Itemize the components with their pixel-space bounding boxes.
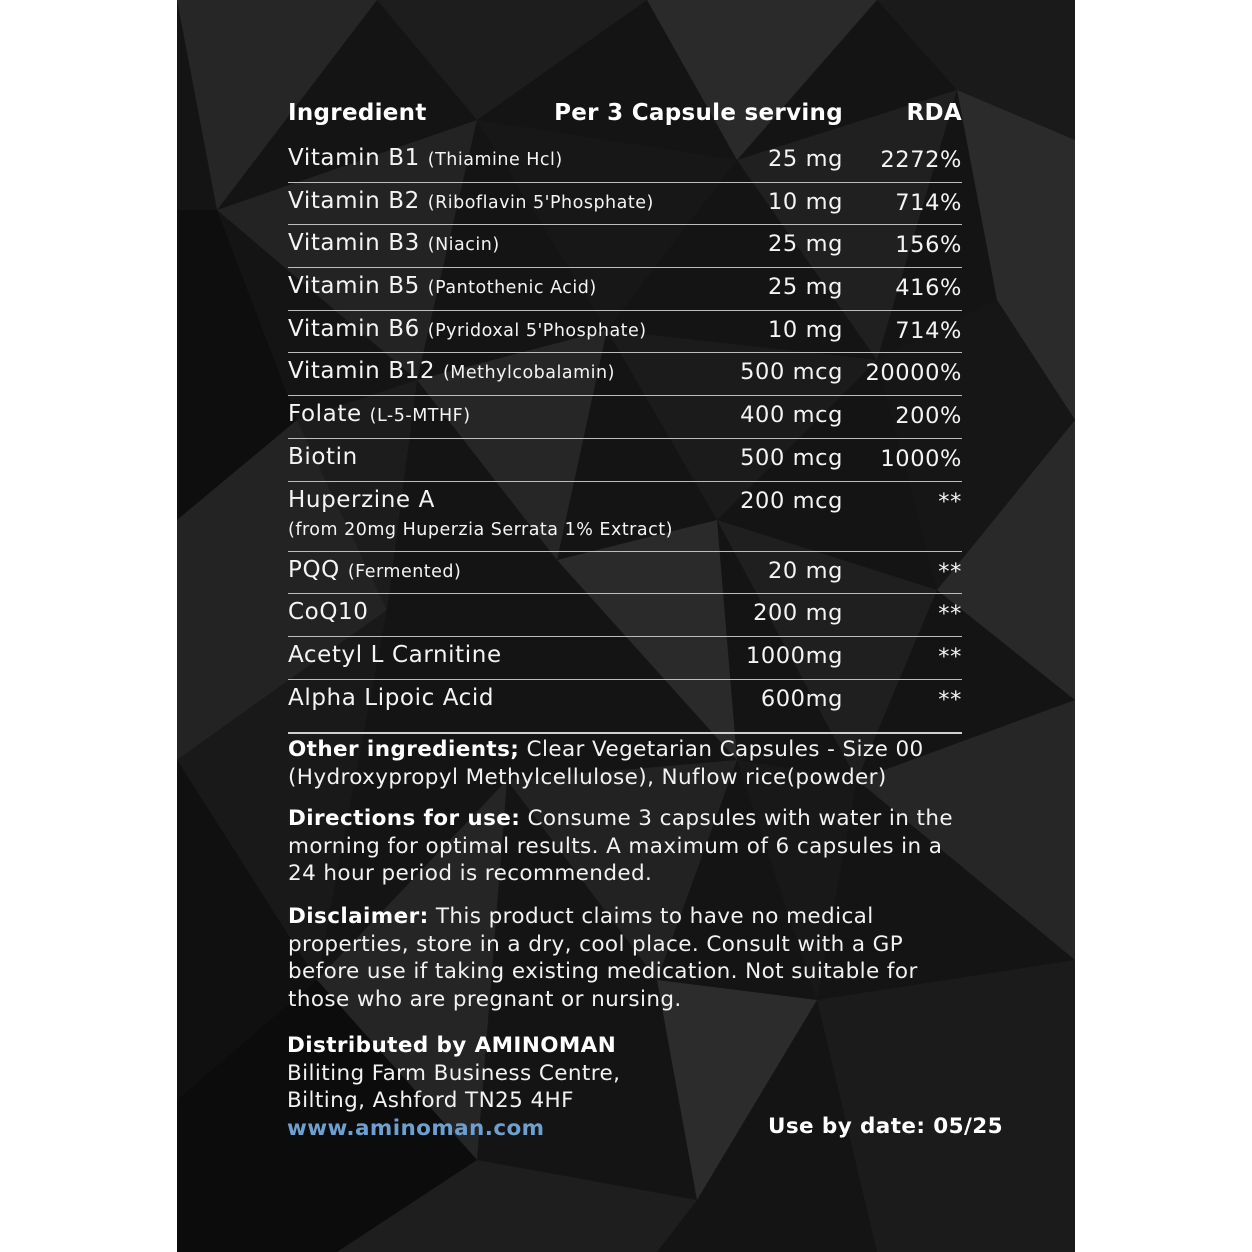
ingredient-cell	[288, 599, 369, 625]
rda-cell: **	[938, 686, 962, 713]
header-ingredient: Ingredient	[288, 100, 427, 126]
ingredient-cell	[288, 316, 647, 342]
amount-cell: 200 mcg	[740, 487, 843, 514]
table-row	[288, 637, 962, 680]
distributor-title: Distributed by AMINOMAN	[287, 1033, 617, 1058]
other-ingredients	[288, 736, 988, 791]
rda-cell: 20000%	[865, 360, 962, 387]
ingredient-name: Biotin	[288, 443, 358, 470]
amount-cell: 400 mcg	[740, 402, 843, 429]
table-row	[288, 183, 962, 226]
ingredient-cell	[288, 685, 494, 711]
rda-cell: **	[938, 643, 962, 670]
table-row	[288, 311, 962, 354]
ingredient-name: Huperzine A	[288, 486, 435, 513]
ingredient-name: Vitamin B5	[288, 273, 420, 300]
ingredient-name: Vitamin B1	[288, 145, 420, 171]
ingredient-name: Folate	[288, 401, 362, 428]
directions-text: morning for optimal results. A maximum of 6 capsules in a	[288, 833, 943, 859]
rda-cell: 1000%	[880, 445, 962, 472]
rda-cell: **	[938, 558, 962, 585]
supplement-label	[177, 0, 1075, 1252]
label-content	[177, 0, 1075, 1252]
rda-cell: **	[938, 601, 962, 628]
table-row	[288, 594, 962, 637]
ingredient-cell	[288, 487, 435, 513]
other-ingredients-text: Clear Vegetarian Capsules - Size 00	[519, 737, 924, 762]
table-row	[288, 482, 962, 552]
amount-cell: 10 mg	[768, 188, 843, 215]
ingredient-name: Vitamin B6	[288, 315, 420, 342]
amount-cell: 25 mg	[768, 146, 843, 172]
rda-cell: 156%	[895, 232, 962, 259]
table-row	[288, 353, 962, 396]
rda-cell: 714%	[895, 317, 962, 344]
amount-cell: 20 mg	[768, 557, 843, 584]
table-row	[288, 680, 962, 734]
directions-text: Consume 3 capsules with water in the	[520, 806, 953, 831]
directions	[288, 805, 988, 888]
ingredient-cell	[288, 444, 358, 470]
ingredient-note: (Thiamine Hcl)	[427, 150, 563, 170]
distributor-address-line: Bilting, Ashford TN25 4HF	[287, 1088, 574, 1113]
ingredient-cell	[288, 273, 597, 299]
ingredient-cell	[288, 642, 502, 668]
ingredient-note: (Niacin)	[427, 235, 500, 256]
rda-cell: 714%	[895, 189, 962, 216]
other-ingredients-text: (Hydroxypropyl Methylcellulose), Nuflow rice(powder)	[288, 764, 887, 790]
rda-cell: 416%	[895, 275, 962, 302]
amount-cell: 500 mcg	[740, 359, 843, 386]
ingredient-note: (Methylcobalamin)	[442, 363, 615, 384]
ingredient-name: Vitamin B2	[288, 187, 420, 214]
ingredient-cell	[288, 557, 461, 583]
directions-label: Directions for use:	[288, 806, 521, 831]
table-row	[288, 225, 962, 268]
ingredient-name: Acetyl L Carnitine	[288, 641, 502, 668]
ingredient-name: Alpha Lipoic Acid	[288, 684, 495, 711]
amount-cell: 10 mg	[768, 316, 843, 343]
ingredient-cell	[288, 145, 563, 171]
ingredient-cell	[288, 188, 654, 214]
disclaimer-text: those who are pregnant or nursing.	[288, 986, 682, 1012]
ingredient-note: (Pyridoxal 5'Phosphate)	[427, 320, 647, 341]
amount-cell: 600mg	[760, 685, 843, 712]
ingredient-cell	[288, 358, 615, 384]
table-row	[288, 439, 962, 482]
rda-cell: 2272%	[880, 147, 962, 173]
table-row	[288, 268, 962, 311]
ingredient-cell	[288, 230, 500, 256]
other-ingredients-label: Other ingredients;	[288, 737, 520, 762]
ingredient-name: CoQ10	[288, 599, 369, 626]
disclaimer-text: properties, store in a dry, cool place. Consult with a GP	[288, 931, 904, 957]
disclaimer-text: This product claims to have no medical	[428, 904, 874, 929]
directions-text: 24 hour period is recommended.	[288, 861, 653, 886]
ingredient-cell	[288, 401, 471, 427]
table-row	[288, 396, 962, 439]
header-rda: RDA	[906, 100, 962, 126]
disclaimer-text: before use if taking existing medication. Not suitable for	[288, 959, 918, 984]
disclaimer-label: Disclaimer:	[288, 904, 429, 929]
distributor-address-line: Biliting Farm Business Centre,	[287, 1060, 621, 1086]
ingredient-name: Vitamin B12	[288, 358, 436, 385]
amount-cell: 200 mg	[753, 600, 843, 627]
amount-cell: 500 mcg	[740, 444, 843, 471]
nutrition-table	[288, 140, 962, 734]
ingredient-name: Vitamin B3	[288, 230, 420, 257]
rda-cell: **	[938, 488, 962, 515]
table-row	[288, 552, 962, 595]
header-serving: Per 3 Capsule serving	[554, 100, 843, 126]
ingredient-note: (L-5-MTHF)	[369, 406, 471, 427]
ingredient-note: (Riboflavin 5'Phosphate)	[427, 192, 654, 213]
ingredient-note: (Fermented)	[347, 561, 462, 582]
website-link[interactable]: www.aminoman.com	[287, 1115, 545, 1141]
disclaimer	[288, 903, 988, 1013]
distributor-block	[287, 1032, 620, 1142]
amount-cell: 25 mg	[768, 274, 843, 301]
amount-cell: 25 mg	[768, 231, 843, 258]
use-by-date: Use by date: 05/25	[768, 1114, 1003, 1139]
ingredient-source-note: (from 20mg Huperzia Serrata 1% Extract)	[288, 519, 673, 540]
amount-cell: 1000mg	[745, 642, 843, 669]
rda-cell: 200%	[895, 403, 962, 430]
table-row	[288, 140, 962, 183]
ingredient-note: (Pantothenic Acid)	[427, 278, 597, 299]
ingredient-name: PQQ	[288, 556, 340, 583]
